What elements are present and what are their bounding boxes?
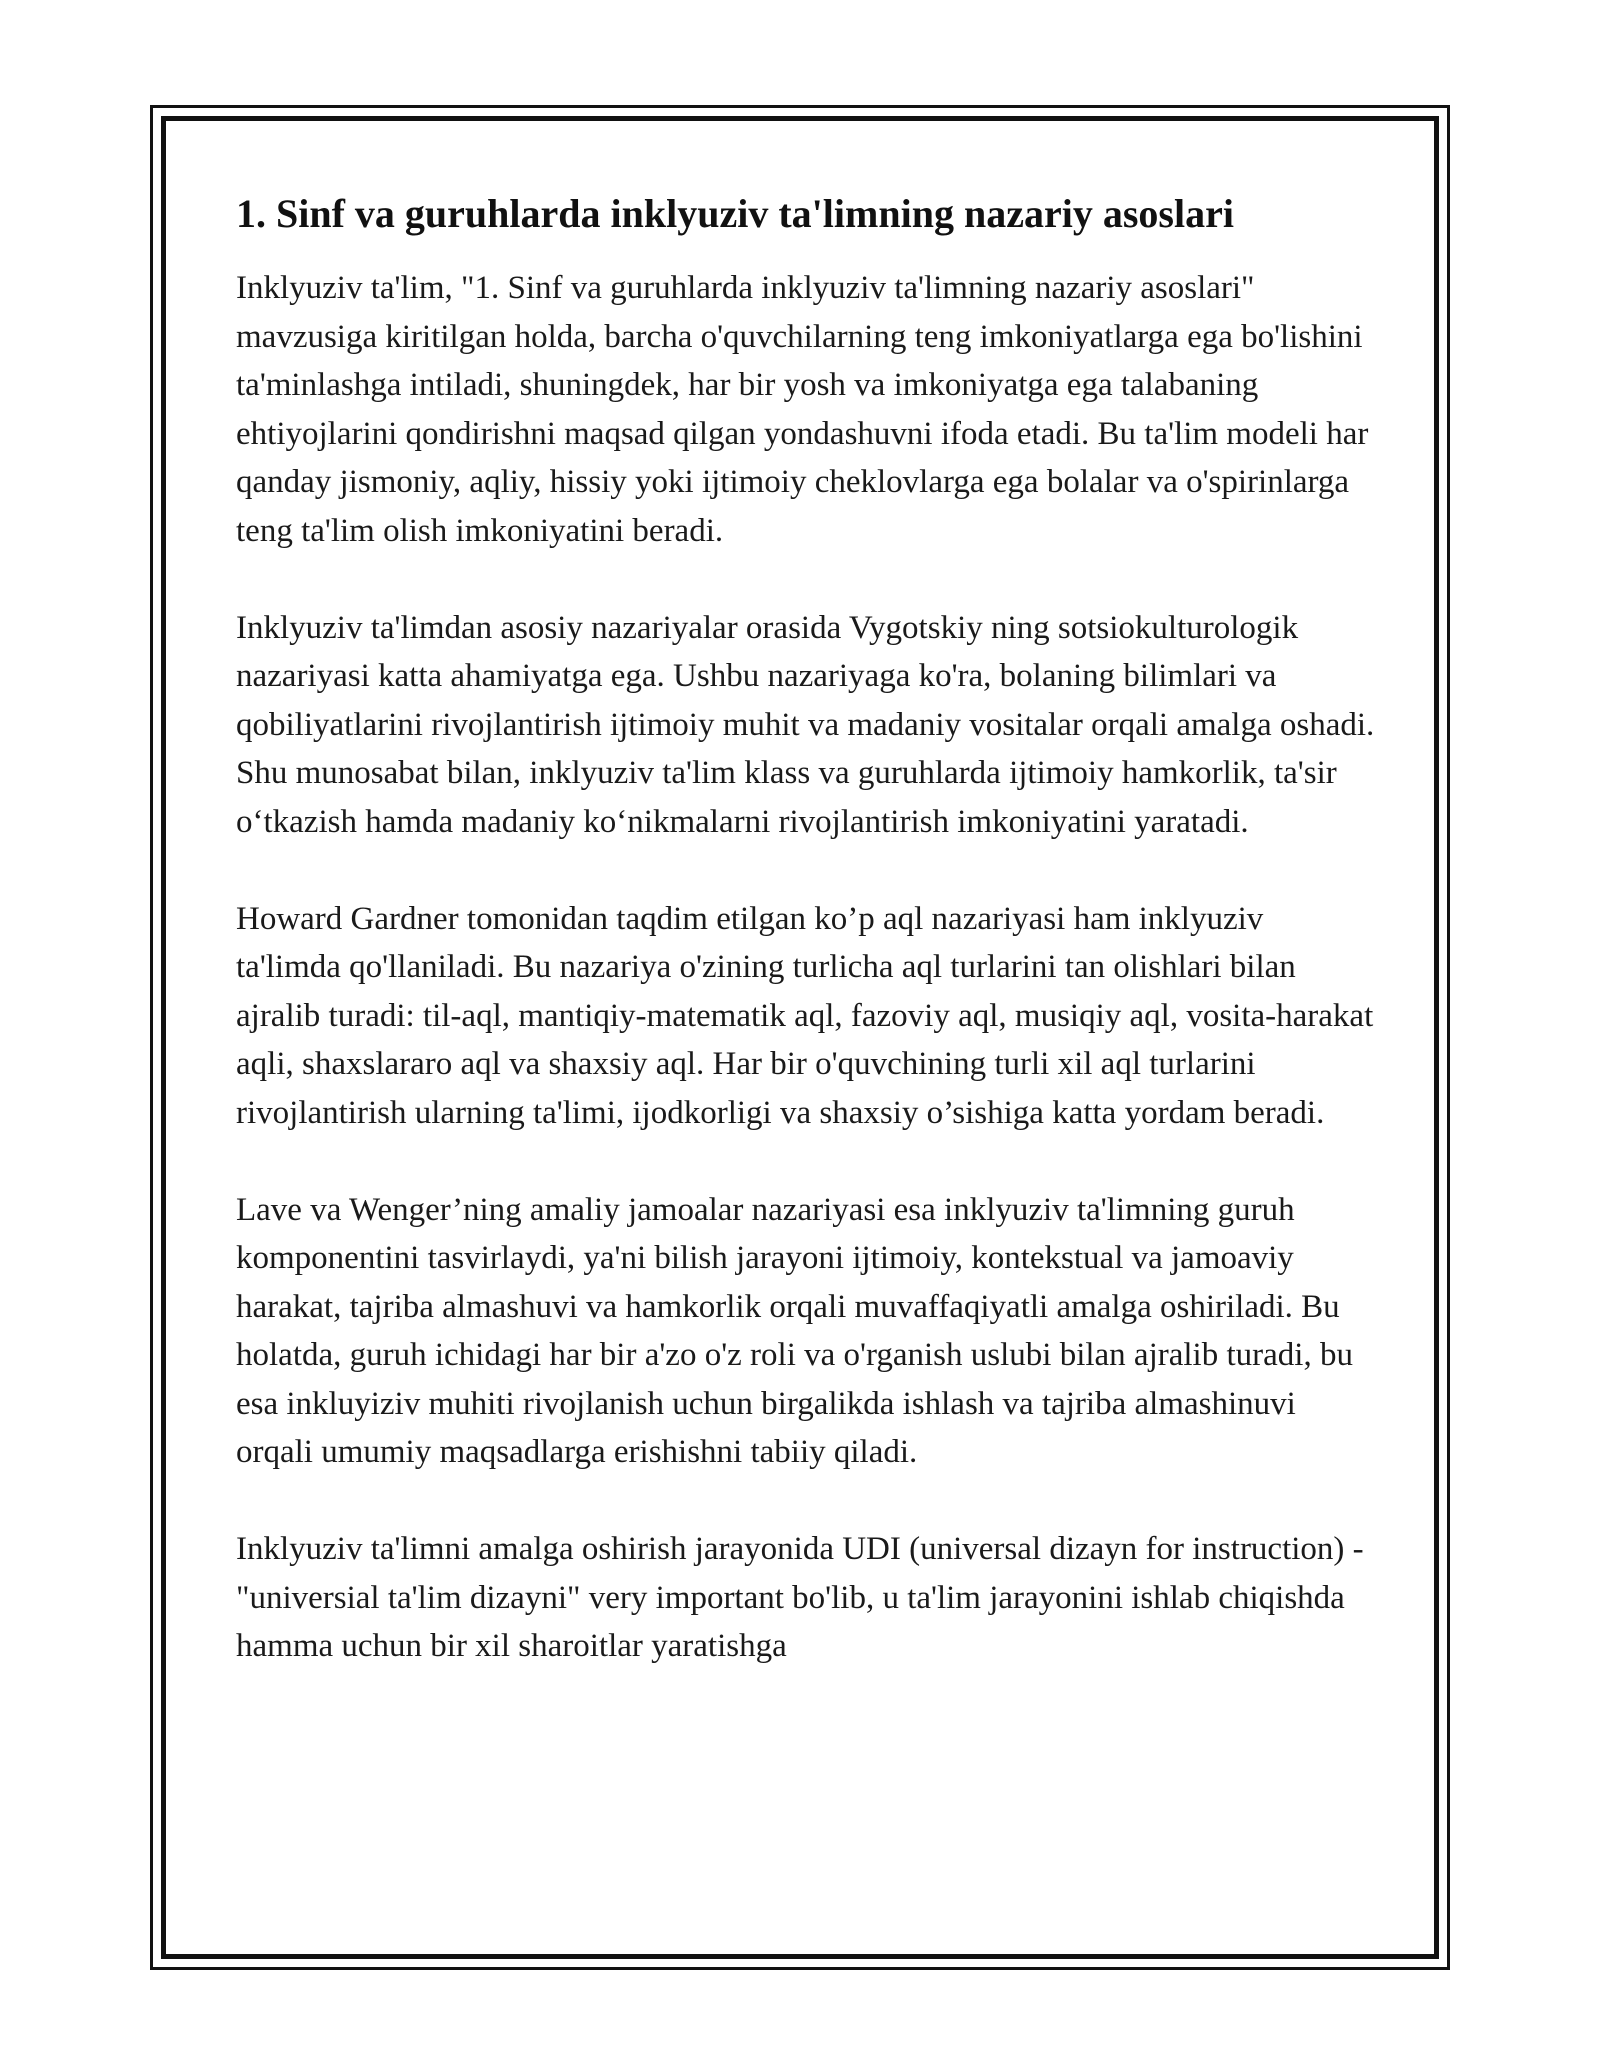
paragraph-5: Inklyuziv ta'limni amalga oshirish jarayonida UDI (universal dizayn for instruction) - "universial ta'lim dizayni" very important bo'lib, u ta'lim jarayonini ishlab chiqishda hamma uchun bir xil sharoitlar yaratishga <box>236 1531 1364 1664</box>
paragraph-3: Howard Gardner tomonidan taqdim etilgan ko’p aql nazariyasi ham inklyuziv ta'limda qo'llaniladi. Bu nazariya o'zining turlicha aql turlarini tan olishlari bilan ajralib turadi: til-aql, mantiqiy-matematik aql, fazoviy aql, musiqiy aql, vosita-harakat aqli, shaxslararo aql va shaxsiy aql. Har bir o'quvchining turli xil aql turlarini rivojlantirish ularning ta'limi, ijodkorligi va shaxsiy o’sishiga katta yordam beradi. <box>236 900 1374 1131</box>
paragraph-1: Inklyuziv ta'lim, "1. Sinf va guruhlarda inklyuziv ta'limning nazariy asoslari" mavzusiga kiritilgan holda, barcha o'quvchilarning teng imkoniyatlarga ega bo'lishini ta'minlashga intiladi, shuningdek, har bir yosh va imkoniyatga ega talabaning ehtiyojlarini qondirishni maqsad qilgan yondashuvni ifoda etadi. Bu ta'lim modeli har qanday jismoniy, aqliy, hissiy yoki ijtimoiy cheklovlarga ega bolalar va o'spirinlarga teng ta'lim olish imkoniyatini beradi. <box>236 270 1369 549</box>
paragraph-4: Lave va Wenger’ning amaliy jamoalar nazariyasi esa inklyuziv ta'limning guruh komponentini tasvirlaydi, ya'ni bilish jarayoni ijtimoiy, kontekstual va jamoaviy harakat, tajriba almashuvi va hamkorlik orqali muvaffaqiyatli amalga oshiriladi. Bu holatda, guruh ichidagi har bir a'zo o'z roli va o'rganish uslubi bilan ajralib turadi, bu esa inkluyiziv muhiti rivojlanish uchun birgalikda ishlash va tajriba almashinuvi orqali umumiy maqsadlarga erishishni tabiiy qiladi. <box>236 1191 1353 1470</box>
document-title: 1. Sinf va guruhlarda inklyuziv ta'limning nazariy asoslari <box>236 191 1234 236</box>
document-body <box>236 190 1376 1671</box>
paragraph-2: Inklyuziv ta'limdan asosiy nazariyalar orasida Vygotskiy ning sotsiokulturologik nazariyasi katta ahamiyatga ega. Ushbu nazariyaga ko'ra, bolaning bilimlari va qobiliyatlarini rivojlantirish ijtimoiy muhit va madaniy vositalar orqali amalga oshadi. Shu munosabat bilan, inklyuziv ta'lim klass va guruhlarda ijtimoiy hamkorlik, ta'sir o‘tkazish hamda madaniy ko‘nikmalarni rivojlantirish imkoniyatini yaratadi. <box>236 609 1375 840</box>
